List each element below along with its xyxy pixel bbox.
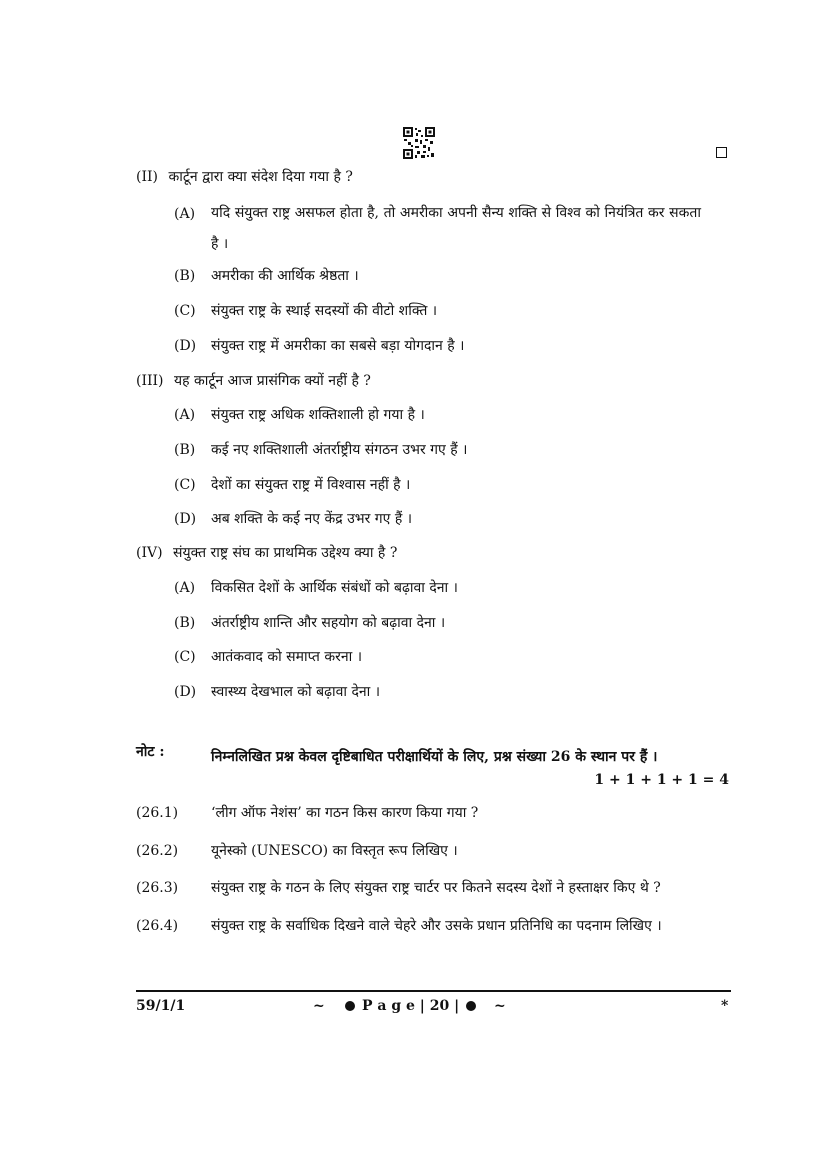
sub-question-text: ‘लीग ऑफ नेशंस’ का गठन किस कारण किया गया ? — [211, 805, 479, 821]
option-text: संयुक्त राष्ट्र अधिक शक्तिशाली हो गया है । — [211, 407, 425, 423]
option-label: (B) — [174, 442, 196, 458]
sub-question-number: (26.3) — [136, 880, 179, 896]
option-label: (B) — [174, 615, 196, 631]
question-text: संयुक्त राष्ट्र संघ का प्राथमिक उद्देश्य क्या है ? — [173, 545, 398, 561]
option-label: (A) — [174, 580, 196, 596]
page-indicator — [345, 998, 476, 1014]
footer-tilde-left: ~ — [313, 998, 325, 1014]
sub-question-text: संयुक्त राष्ट्र के सर्वाधिक दिखने वाले चेहरे और उसके प्रधान प्रतिनिधि का पदनाम लिखिए । — [211, 918, 662, 934]
sub-question-number: (26.2) — [136, 843, 179, 859]
footer-divider — [136, 990, 731, 992]
sub-question-number: (26.4) — [136, 918, 179, 934]
option-text: अंतर्राष्ट्रीय शान्ति और सहयोग को बढ़ावा देना । — [211, 615, 446, 631]
option-text: अब शक्ति के कई नए केंद्र उभर गए हैं । — [211, 511, 413, 527]
option-text: संयुक्त राष्ट्र के स्थाई सदस्यों की वीटो शक्ति । — [211, 303, 438, 319]
option-text: अमरीका की आर्थिक श्रेष्ठता । — [211, 268, 359, 284]
option-text: स्वास्थ्य देखभाल को बढ़ावा देना । — [211, 684, 381, 700]
qr-code — [403, 127, 435, 159]
question-3 — [136, 372, 371, 390]
footer-star: * — [721, 998, 729, 1014]
option-text: यदि संयुक्त राष्ट्र असफल होता है, तो अमरीका अपनी सैन्य शक्ति से विश्व को नियंत्रित कर सकता है । — [211, 205, 701, 252]
option-text: संयुक्त राष्ट्र में अमरीका का सबसे बड़ा योगदान है । — [211, 338, 465, 354]
sub-question-text: संयुक्त राष्ट्र के गठन के लिए संयुक्त राष्ट्र चार्टर पर कितने सदस्य देशों ने हस्ताक्षर किए थे ? — [211, 880, 661, 896]
bullet-right-icon — [466, 1001, 476, 1011]
option-text: देशों का संयुक्त राष्ट्र में विश्वास नहीं है । — [211, 477, 411, 493]
page-label: P a g e | 20 | — [362, 998, 460, 1014]
paper-code: 59/1/1 — [136, 998, 186, 1014]
question-number: (II) — [136, 169, 158, 185]
question-2 — [136, 168, 353, 186]
sub-question-text: यूनेस्को (UNESCO) का विस्तृत रूप लिखिए । — [211, 843, 458, 859]
sub-question-number: (26.1) — [136, 805, 179, 821]
option-label: (C) — [174, 303, 196, 319]
option-label: (C) — [174, 649, 196, 665]
option-text: आतंकवाद को समाप्त करना । — [211, 649, 362, 665]
option-label: (A) — [174, 206, 196, 222]
bullet-left-icon — [345, 1001, 355, 1011]
marks-distribution: 1 + 1 + 1 + 1 = 4 — [594, 772, 729, 788]
note-label: नोट : — [136, 744, 165, 760]
option-label: (C) — [174, 477, 196, 493]
option-label: (A) — [174, 407, 196, 423]
corner-checkbox — [716, 147, 727, 158]
question-text: यह कार्टून आज प्रासंगिक क्यों नहीं है ? — [173, 373, 371, 389]
question-text: कार्टून द्वारा क्या संदेश दिया गया है ? — [168, 169, 353, 185]
option-text: कई नए शक्तिशाली अंतर्राष्ट्रीय संगठन उभर गए हैं । — [211, 442, 468, 458]
option-label: (D) — [174, 511, 197, 527]
option-text: विकसित देशों के आर्थिक संबंधों को बढ़ावा देना । — [211, 580, 458, 596]
note-text: निम्नलिखित प्रश्न केवल दृष्टिबाधित परीक्षार्थियों के लिए, प्रश्न संख्या 26 के स्थान पर हैं । — [211, 749, 658, 765]
option-label: (D) — [174, 338, 197, 354]
question-number: (IV) — [136, 545, 163, 561]
footer-tilde-right: ~ — [494, 998, 506, 1014]
question-number: (III) — [136, 373, 164, 389]
option-label: (B) — [174, 268, 196, 284]
question-4 — [136, 544, 397, 562]
option-label: (D) — [174, 684, 197, 700]
